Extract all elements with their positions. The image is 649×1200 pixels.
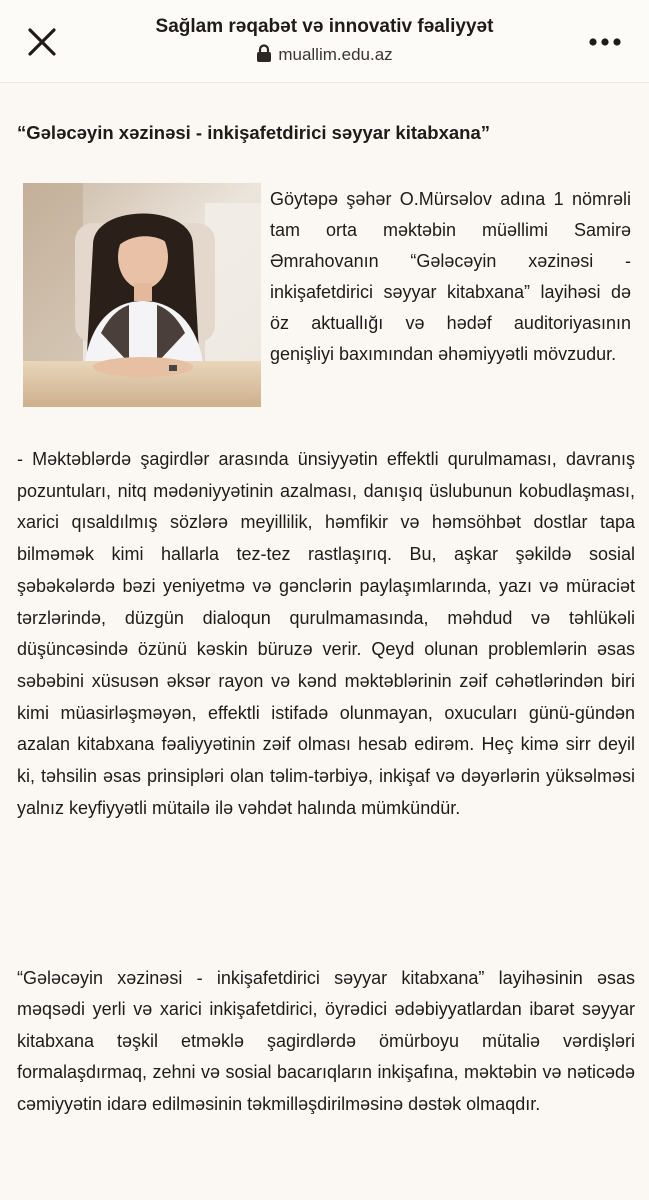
page-title: Sağlam rəqabət və innovativ fəaliyyət [155,16,494,37]
article-paragraph-goal: “Gələcəyin xəzinəsi - inkişafetdirici səyyar kitabxana” layihəsinin əsas məqsədi yerli və xarici inkişafetdirici, öyrədici ədəbiyyatlardan ibarət səyyar kitabxana təşkil etməklə şagirdlərdə ömürboyu mütaliə vərdişləri formalaşdırmaq, zehni və sosial bacarıqların inkişafına, məktəbin və nəticədə cəmiyyətin idarə edilməsinin təkmilləşdirilməsinə dəstək olmaqdır. [17,968,635,1114]
browser-toolbar [0,0,649,83]
article-headline: “Gələcəyin xəzinəsi - inkişafetdirici səyyar kitabxana” [17,122,491,143]
close-icon[interactable] [20,22,60,62]
portrait-photo[interactable] [23,183,261,407]
article-paragraph-problems: - Məktəblərdə şagirdlər arasında ünsiyyətin effektli qurulmaması, davranış pozuntuları, nitq mədəniyyətinin azalması, danışıq üslubunun kobudlaşması, xarici qısaldılmış sözlərə meyillilik, həmfikir və həmsöhbət dostlar tapa bilməmək kimi hallarla tez-tez rastlaşırıq. Bu, aşkar şəkildə sosial şəbəkələrdə bəzi yeniyetmə və gənclərin paylaşımlarında, yazı və müraciət tərzlərində, düzgün dialoqun qurulmamasında, məhdud və təhlükəli düşüncəsində özünü kəskin büruzə verir. Qeyd olunan problemlərin əsas səbəbini xüsusən əksər rayon və kənd məktəblərinin zəif cəhətlərindən biri kimi müasirləşməyən, effektli istifadə olunmayan, oxucuları günü-gündən azalan kitabxana fəaliyyətinin zəif olması hesab edirəm. Heç kimə sirr deyil ki, təhsilin əsas prinsipləri olan təlim-tərbiyə, inkişaf və dəyərlərin yüksəlməsi yalnız keyfiyyətli mütailə ilə vəhdət halında mümkündür. [17,449,635,818]
lock-icon [256,44,272,68]
more-vertical-dots-icon[interactable] [583,24,631,60]
url-bar[interactable] [80,44,569,68]
url-text: muallim.edu.az [278,45,393,64]
article-paragraph-intro: Göytəpə şəhər O.Mürsəlov adına 1 nömrəli tam orta məktəbin müəllimi Samirə Əmrahovanın “Gələcəyin xəzinəsi - inkişafetdirici səyyar kitabxana” layihəsi də öz aktuallığı və hədəf auditoriyasının genişliyi baxımından əhəmiyyətli mövzudur. [270,189,631,364]
